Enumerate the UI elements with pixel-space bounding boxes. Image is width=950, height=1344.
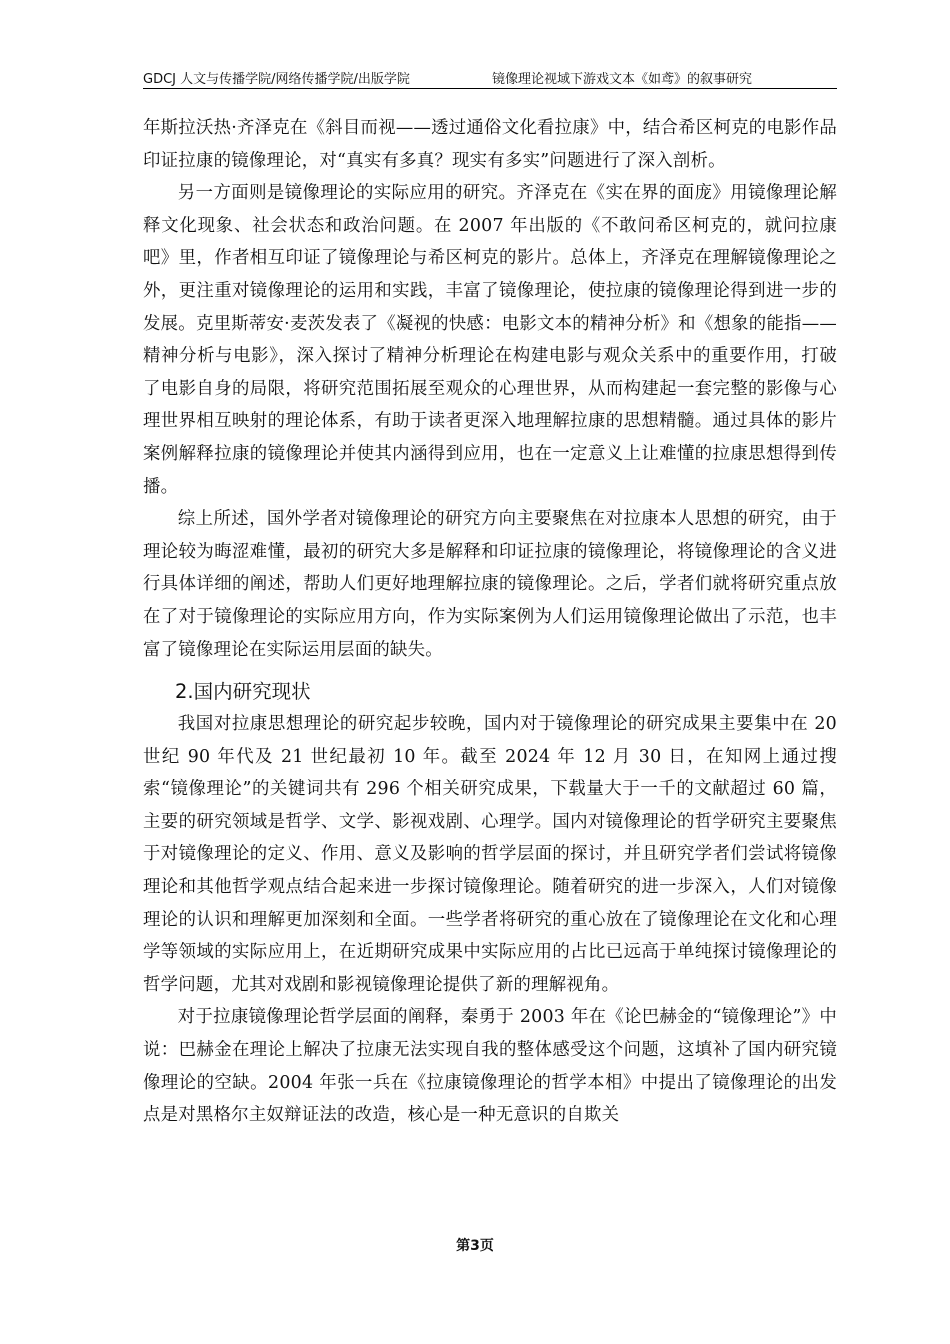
paragraph: 对于拉康镜像理论哲学层面的阐释，秦勇于 2003 年在《论巴赫金的“镜像理论”》中说：巴赫金在理论上解决了拉康无法实现自我的整体感受这个问题，这填补了国内研究镜像理论的空缺。2004 年张一兵在《拉康镜像理论的哲学本相》中提出了镜像理论的出发点是对黑格尔主奴辩证法的改造，核心是一种无意识的自欺关 — [143, 1007, 837, 1126]
paragraph: 另一方面则是镜像理论的实际应用的研究。齐泽克在《实在界的面庞》用镜像理论解释文化现象、社会状态和政治问题。在 2007 年出版的《不敢问希区柯克的，就问拉康吧》里，作者相互印证了镜像理论与希区柯克的影片。总体上，齐泽克在理解镜像理论之外，更注重对镜像理论的运用和实践，丰富了镜像理论，使拉康的镜像理论得到进一步的发展。克里斯蒂安·麦茨发表了《凝视的快感：电影文本的精神分析》和《想象的能指——精神分析与电影》，深入探讨了精神分析理论在构建电影与观众关系中的重要作用，打破了电影自身的局限，将研究范围拓展至观众的心理世界，从而构建起一套完整的影像与心理世界相互映射的理论体系，有助于读者更深入地理解拉康的思想精髓。通过具体的影片案例解释拉康的镜像理论并使其内涵得到应用，也在一定意义上让难懂的拉康思想得到传播。 — [143, 183, 837, 497]
paragraph-continued: 年斯拉沃热·齐泽克在《斜目而视——透过通俗文化看拉康》中，结合希区柯克的电影作品印证拉康的镜像理论，对“真实有多真？现实有多实”问题进行了深入剖析。 — [143, 118, 837, 171]
header-institution: GDCJ 人文与传播学院/网络传播学院/出版学院 — [143, 72, 410, 87]
page-body — [143, 112, 837, 1132]
page-number: 第3页 — [456, 1238, 494, 1254]
paragraph: 我国对拉康思想理论的研究起步较晚，国内对于镜像理论的研究成果主要集中在 20 世纪 90 年代及 21 世纪最初 10 年。截至 2024 年 12 月 30 日，在知网上通过搜索“镜像理论”的关键词共有 296 个相关研究成果，下载量大于一千的文献超过 60 篇，主要的研究领域是哲学、文学、影视戏剧、心理学。国内对镜像理论的哲学研究主要聚焦于对镜像理论的定义、作用、意义及影响的哲学层面的探讨，并且研究学者们尝试将镜像理论和其他哲学观点结合起来进一步探讨镜像理论。随着研究的进一步深入，人们对镜像理论的认识和理解更加深刻和全面。一些学者将研究的重心放在了镜像理论在文化和心理学等领域的实际应用上，在近期研究成果中实际应用的占比已远高于单纯探讨镜像理论的哲学问题，尤其对戏剧和影视镜像理论提供了新的理解视角。 — [143, 714, 837, 995]
section-heading: 2.国内研究现状 — [175, 680, 311, 704]
page-header — [143, 66, 837, 89]
header-thesis-title: 镜像理论视域下游戏文本《如鸢》的叙事研究 — [492, 72, 753, 87]
paragraph: 综上所述，国外学者对镜像理论的研究方向主要聚焦在对拉康本人思想的研究，由于理论较为晦涩难懂，最初的研究大多是解释和印证拉康的镜像理论，将镜像理论的含义进行具体详细的阐述，帮助人们更好地理解拉康的镜像理论。之后，学者们就将研究重点放在了对于镜像理论的实际应用方向，作为实际案例为人们运用镜像理论做出了示范，也丰富了镜像理论在实际运用层面的缺失。 — [143, 509, 837, 660]
